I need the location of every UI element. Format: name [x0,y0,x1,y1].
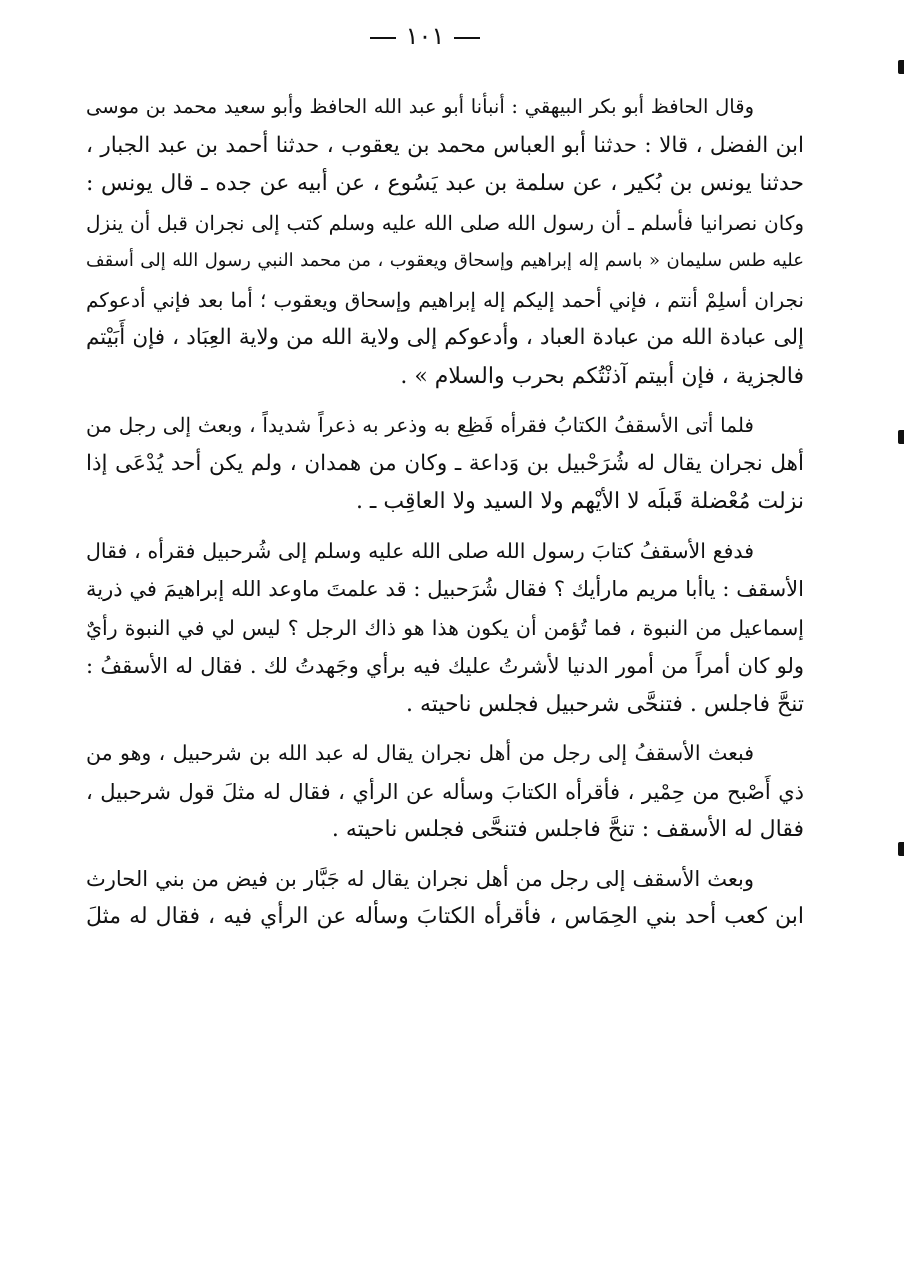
text-line: فدفع الأسقفُ كتابَ رسول الله صلى الله عليه وسلم إلى شُرحبيل فقرأه ، فقال [86,538,754,563]
body-text [86,88,804,947]
text-line: وكان نصرانيا فأسلم ـ أن رسول الله صلى الله عليه وسلم كتب إلى نجران قبل أن ينزل [86,210,804,235]
text-line: نزلت مُعْضلة قَبلَه لا الأيْهم ولا السيد ولا العاقِب ـ . [355,489,804,514]
text-line: وبعث الأسقف إلى رجل من أهل نجران يقال له جَبَّار بن فيض من بني الحارث [86,866,754,891]
text-line: إسماعيل من النبوة ، فما تُؤمن أن يكون هذا هو ذاك الرجل ؟ ليس لي في النبوة رأيٌ [86,615,804,640]
page-number-value: ١٠١ [405,22,445,50]
text-line: الأسقف : ياأبا مريم مارأيك ؟ فقال شُرَحبيل : قد علمتَ ماوعد الله إبراهيمَ في ذرية [86,577,804,601]
paragraph [86,860,804,937]
text-line: فبعث الأسقفُ إلى رجل من أهل نجران يقال له عبد الله بن شرحبيل ، وهو من [86,741,754,765]
text-line: فقال له الأسقف : تنحَّ فاجلس فتنحَّى فجلس ناحيته . [331,817,804,842]
page-number [0,22,850,50]
page-number-dash-left [370,37,396,39]
text-line: ذي أَصْبح من حِمْير ، فأقرأه الكتابَ وسأله عن الرأي ، فقال له مثلَ قول شرحبيل ، [86,779,804,804]
text-line: ولو كان أمراً من أمور الدنيا لأشرتُ عليك فيه برأي وجَهدتُ لك . فقال له الأسقفُ : [86,654,804,678]
text-line: عليه طس سليمان « باسم إله إبراهيم وإسحاق ويعقوب ، من محمد النبي رسول الله إلى أسقف [86,250,804,271]
text-line: فالجزية ، فإن أبيتم آذنْتُكم بحرب والسلام » . [400,363,804,389]
text-line: فلما أتى الأسقفُ الكتابُ فقرأه فَظِع به وذعر به ذعراً شديداً ، وبعث إلى رجل من [86,413,754,437]
text-line: نجران أسلِمْ أنتم ، فإني أحمد إليكم إله إبراهيم وإسحاق ويعقوب ؛ أما بعد فإني أدعوكم [86,287,804,312]
scan-edge-mark [898,60,904,74]
text-line: ابن كعب أحد بني الحِمَاس ، فأقرأه الكتابَ وسأله عن الرأي فيه ، فقال له مثلَ [86,904,804,929]
text-line: تنحَّ فاجلس . فتنحَّى شرحبيل فجلس ناحيته . [405,691,804,717]
text-line: وقال الحافظ أبو بكر البيهقي : أنبأنا أبو عبد الله الحافظ وأبو سعيد محمد بن موسى [86,95,754,118]
paragraph [86,734,804,850]
text-line: حدثنا يونس بن بُكير ، عن سلمة بن عبد يَسُوع ، عن أبيه عن جده ـ قال يونس : [86,171,804,196]
paragraph [86,532,804,725]
text-line: إلى عبادة الله من عبادة العباد ، وأدعوكم إلى ولاية الله من ولاية العِبَاد ، فإن أَبَيْتم [86,325,804,350]
page-number-dash-right [454,37,480,39]
text-line: أهل نجران يقال له شُرَحْبيل بن وَداعة ـ وكان من همدان ، ولم يكن أحد يُدْعَى إذا [86,450,804,476]
text-line: ابن الفضل ، قالا : حدثنا أبو العباس محمد بن يعقوب ، حدثنا أحمد بن عبد الجبار ، [86,132,804,158]
scan-edge-mark [898,430,904,444]
paragraph [86,406,804,522]
scan-edge-mark [898,842,904,856]
paragraph [86,88,804,396]
